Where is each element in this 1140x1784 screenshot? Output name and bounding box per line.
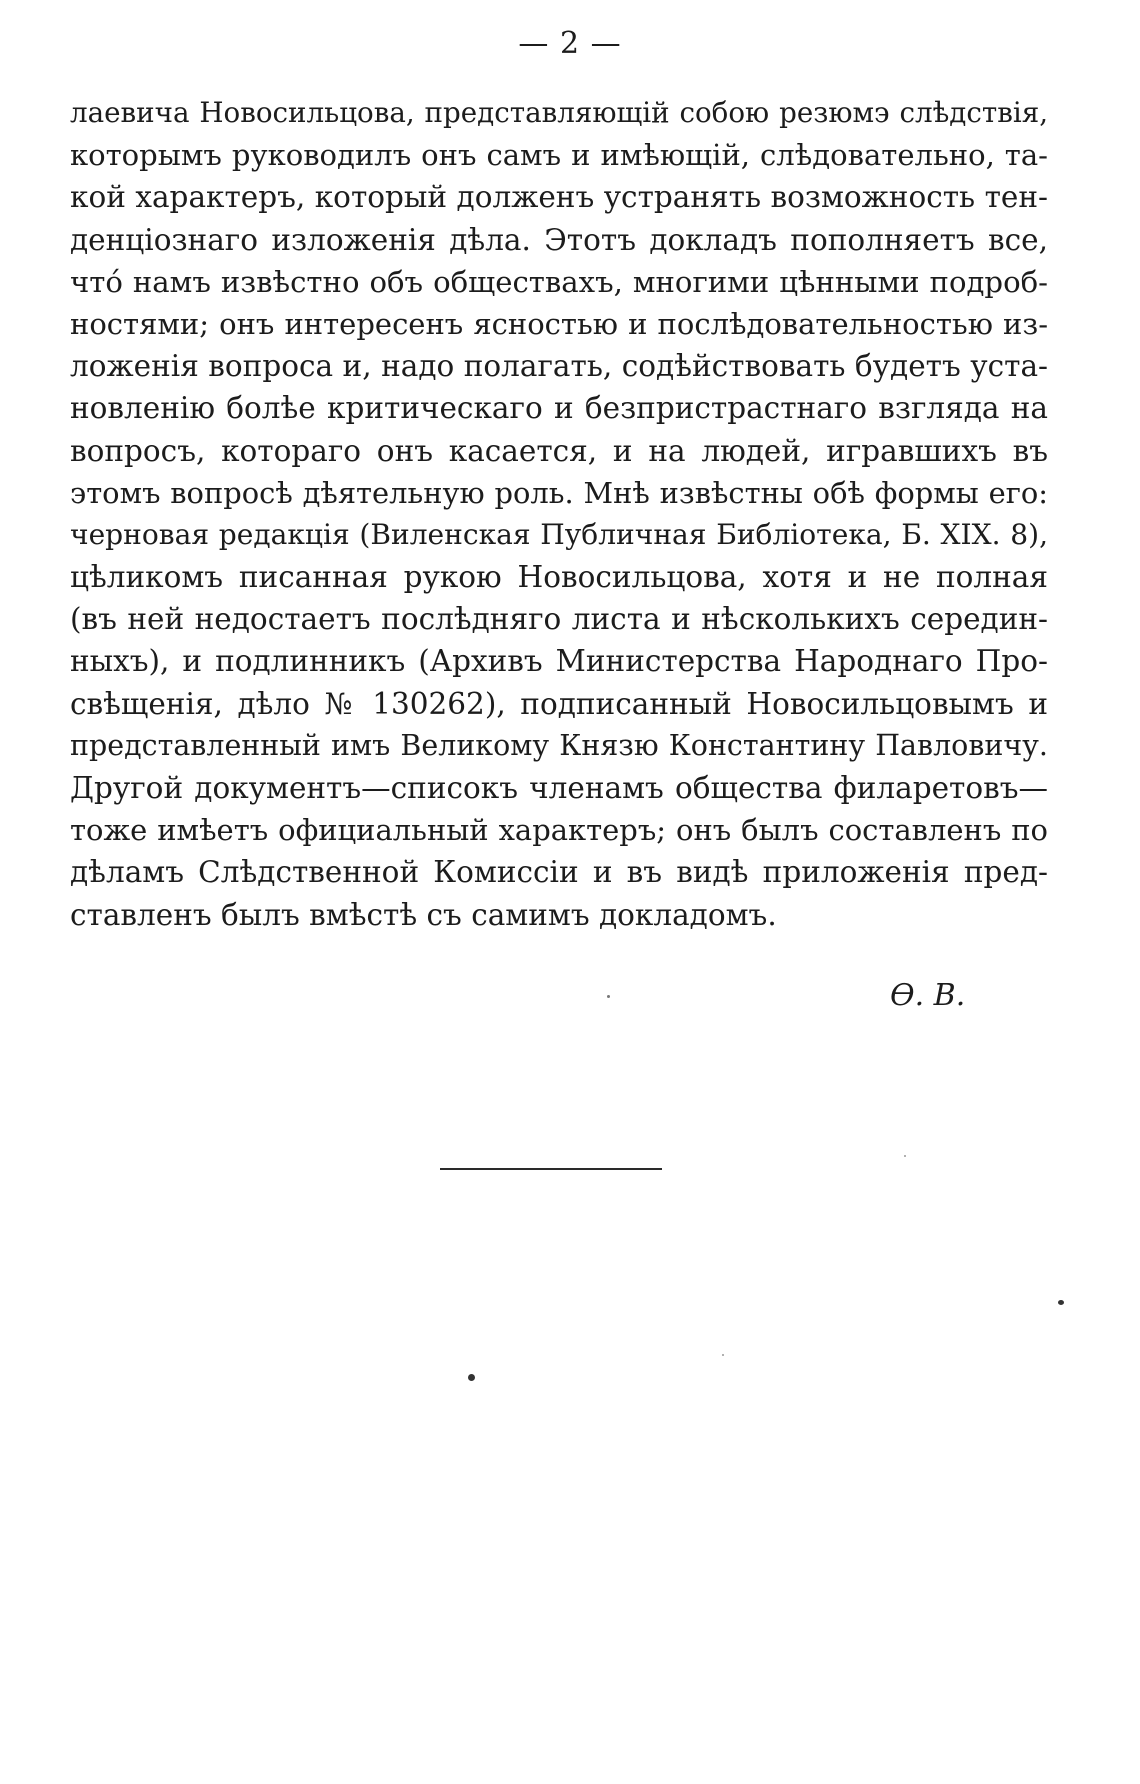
text-line: представленный имъ Великому Князю Константину Павловичу. — [70, 728, 1048, 762]
text-line: ставленъ былъ вмѣстѣ съ самимъ докладомъ. — [70, 897, 777, 932]
text-line: денціознаго изложенія дѣла. Этотъ докладъ пополняетъ все, — [70, 222, 1048, 257]
text-line: которымъ руководилъ онъ самъ и имѣющій, слѣдовательно, та- — [70, 138, 1048, 173]
text-line: чтó намъ извѣстно объ обществахъ, многими цѣнными подроб- — [70, 264, 1048, 299]
section-divider — [440, 1168, 662, 1170]
text-line: новленію болѣе критическаго и безпристрастнаго взгляда на — [70, 391, 1048, 426]
text-line: дѣламъ Слѣдственной Комиссіи и въ видѣ приложенія пред- — [70, 855, 1048, 890]
body-paragraph — [70, 92, 1048, 936]
text-line: цѣликомъ писанная рукою Новосильцова, хотя и не полная — [70, 560, 1048, 595]
print-speck — [722, 1354, 724, 1356]
text-line: (въ ней недостаетъ послѣдняго листа и нѣсколькихъ середин- — [70, 602, 1048, 637]
author-signature: Ѳ. В. — [890, 978, 966, 1013]
text-line: ностями; онъ интересенъ ясностью и послѣдовательностью из- — [70, 306, 1048, 341]
text-line: этомъ вопросѣ дѣятельную роль. Мнѣ извѣстны обѣ формы его: — [70, 475, 1048, 510]
print-speck — [607, 995, 610, 998]
text-line: свѣщенія, дѣло № 130262), подписанный Новосильцовымъ и — [70, 686, 1048, 721]
text-line: черновая редакція (Виленская Публичная Библіотека, Б. XIX. 8), — [70, 517, 1048, 551]
text-line: вопросъ, котораго онъ касается, и на людей, игравшихъ въ — [70, 433, 1048, 468]
print-speck — [904, 1155, 906, 1157]
page-number: — 2 — — [518, 26, 622, 61]
text-line: лаевича Новосильцова, представляющій собою резюмэ слѣдствія, — [70, 96, 1048, 129]
text-line: ныхъ), и подлинникъ (Архивъ Министерства Народнаго Про- — [70, 644, 1048, 679]
text-line: Другой документъ—списокъ членамъ общества филаретовъ— — [70, 771, 1048, 805]
text-line: кой характеръ, который долженъ устранять возможность тен- — [70, 180, 1048, 215]
print-speck — [1058, 1300, 1064, 1305]
text-line: ложенія вопроса и, надо полагать, содѣйствовать будетъ уста- — [70, 349, 1048, 384]
text-line: тоже имѣетъ официальный характеръ; онъ былъ составленъ по — [70, 813, 1048, 848]
print-speck — [468, 1374, 475, 1381]
